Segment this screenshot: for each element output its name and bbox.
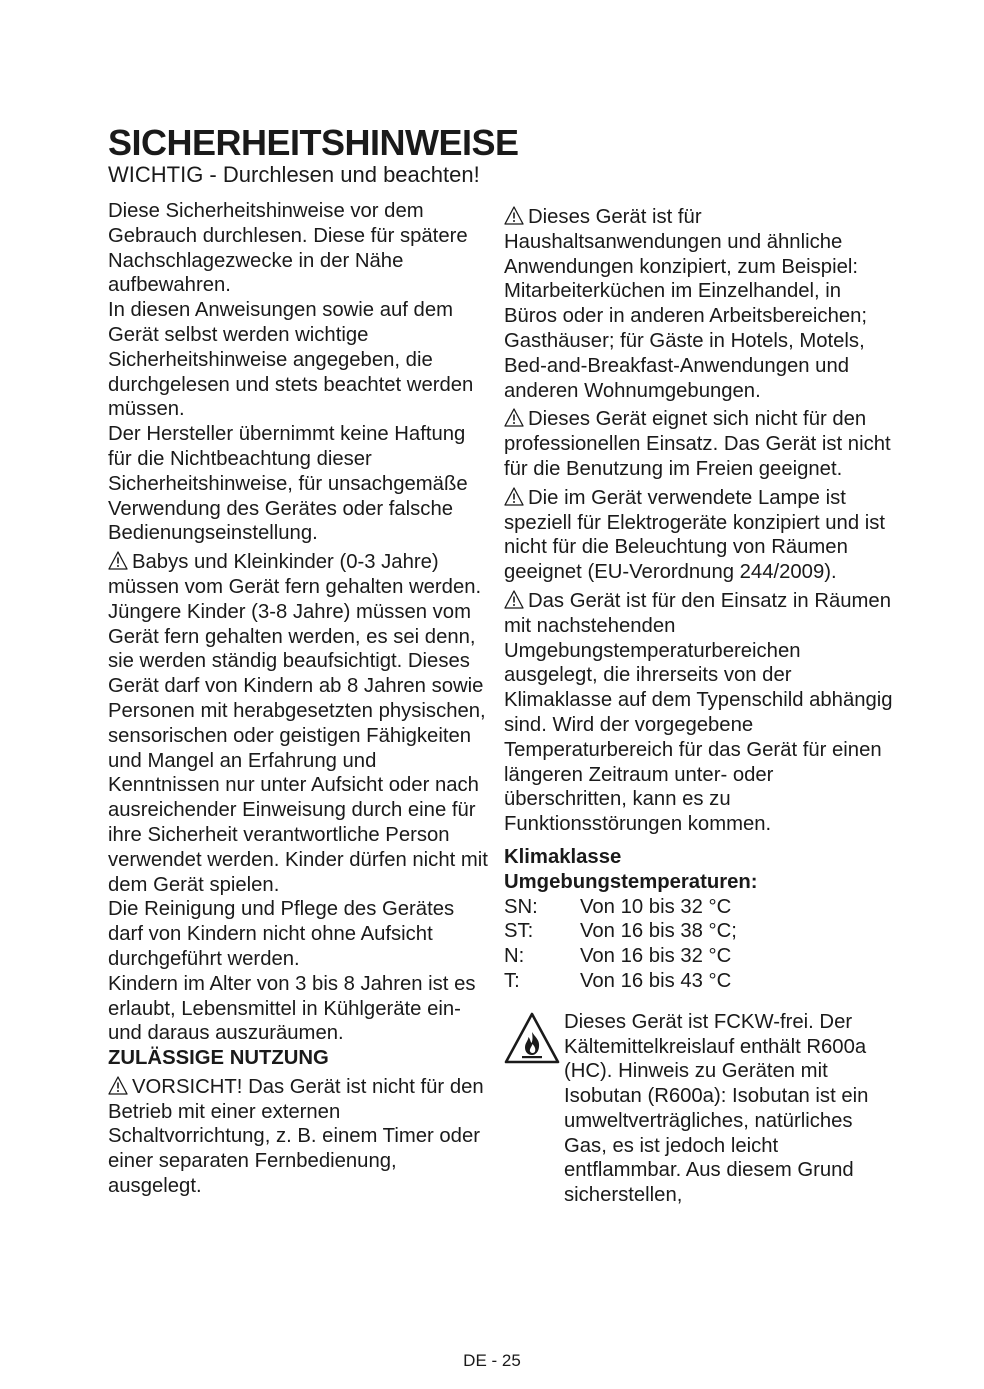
climate-range: Von 10 bis 32 °C	[580, 895, 732, 918]
climate-heading-line-1: Klimaklasse	[504, 845, 622, 868]
warning-triangle-icon	[504, 408, 524, 427]
refrigerant-warning-text: Dieses Gerät ist FCKW-frei. Der Kältemittelkreislauf enthält R600a (HC). Hinweis zu Geräten mit Isobutan (R600a): Isobutan ist ein umweltverträgliches, natürliches Gas, es ist jedoch leicht entflammbar. Aus diesem Grund sicherstellen,	[564, 1010, 869, 1207]
intro-paragraph: Diese Sicherheitshinweise vor dem Gebrauch durchlesen. Diese für spätere Nachschlagezwecke in der Nähe aufbewahren.	[108, 200, 468, 297]
climate-heading	[504, 845, 894, 895]
professional-warning-text: Dieses Gerät eignet sich nicht für den professionellen Einsatz. Das Gerät ist nicht für die Benutzung im Freien geeignet.	[504, 408, 891, 480]
right-column	[504, 205, 894, 1208]
warning-triangle-icon	[108, 1076, 128, 1095]
usage-warning	[108, 1075, 488, 1199]
climate-class: T:	[504, 969, 520, 992]
climate-table	[504, 895, 894, 994]
climate-row	[504, 919, 894, 944]
warning-triangle-icon	[504, 487, 524, 506]
refrigerant-warning	[504, 1010, 894, 1208]
instructions-paragraph: In diesen Anweisungen sowie auf dem Gerät selbst werden wichtige Sicherheitshinweise angegeben, die durchgelesen und stets beachtet werden müssen.	[108, 299, 474, 421]
left-column	[108, 199, 488, 1199]
lamp-warning	[504, 486, 894, 585]
climate-class: ST:	[504, 920, 534, 943]
warning-triangle-icon	[108, 551, 128, 570]
ambient-warning-text: Das Gerät ist für den Einsatz in Räumen mit nachstehenden Umgebungstemperaturbereichen ausgelegt, die ihrerseits von der Klimaklasse auf dem Typenschild abhängig sind. Wird der vorgegebene Temperaturbereich für das Gerät für einen längeren Zeitraum unter- oder überschritten, kann es zu Funktionsstörungen kommen.	[504, 589, 893, 836]
climate-range: Von 16 bis 32 °C	[580, 945, 732, 968]
lamp-warning-text: Die im Gerät verwendete Lampe ist speziell für Elektrogeräte konzipiert und ist nicht für die Beleuchtung von Räumen geeignet (EU-Verordnung 244/2009).	[504, 486, 886, 584]
climate-row	[504, 969, 894, 994]
flammable-warning-icon	[504, 1012, 560, 1068]
usage-heading: ZULÄSSIGE NUTZUNG	[108, 1047, 329, 1070]
climate-range: Von 16 bis 43 °C	[580, 969, 732, 992]
children-warning	[108, 550, 488, 897]
page-number: DE - 25	[463, 1351, 521, 1370]
warning-triangle-icon	[504, 206, 524, 225]
climate-row	[504, 944, 894, 969]
household-warning	[504, 205, 894, 403]
liability-paragraph: Der Hersteller übernimmt keine Haftung für die Nichtbeachtung dieser Sicherheitshinweise, für unsachgemäße Verwendung des Gerätes oder falsche Bedienungseinstellung.	[108, 423, 468, 545]
climate-range: Von 16 bis 38 °C;	[580, 920, 737, 943]
page-title: SICHERHEITSHINWEISE	[108, 122, 519, 163]
professional-warning	[504, 407, 894, 481]
household-warning-text: Dieses Gerät ist für Haushaltsanwendungen und ähnliche Anwendungen konzipiert, zum Beispiel: Mitarbeiterküchen im Einzelhandel, in Büros oder in anderen Arbeitsbereichen; Gasthäuser; für Gäste in Hotels, Motels, Bed-and-Breakfast-Anwendungen und anderen Wohnumgebungen.	[504, 206, 868, 402]
children-food-paragraph: Kindern im Alter von 3 bis 8 Jahren ist es erlaubt, Lebensmittel in Kühlgeräte ein- und daraus auszuräumen.	[108, 972, 476, 1045]
ambient-warning	[504, 589, 894, 837]
cleaning-paragraph: Die Reinigung und Pflege des Gerätes darf von Kindern nicht ohne Aufsicht durchgeführt werden.	[108, 898, 455, 970]
climate-class: N:	[504, 945, 525, 968]
climate-class: SN:	[504, 895, 538, 918]
children-warning-text: Babys und Kleinkinder (0-3 Jahre) müssen vom Gerät fern gehalten werden. Jüngere Kinder (3-8 Jahre) müssen vom Gerät fern gehalten werden, es sei denn, sie werden ständig beaufsichtigt. Dieses Gerät darf von Kindern ab 8 Jahren sowie Personen mit herabgesetzten physischen, sensorischen oder geistigen Fähigkeiten und Mangel an Erfahrung und Kenntnissen nur unter Aufsicht oder nach ausreichender Einweisung durch eine für ihre Sicherheit verantwortliche Person verwendet werden. Kinder dürfen nicht mit dem Gerät spielen.	[108, 551, 488, 896]
climate-heading-line-2: Umgebungstemperaturen:	[504, 870, 758, 893]
page-subtitle: WICHTIG - Durchlesen und beachten!	[108, 162, 480, 187]
warning-triangle-icon	[504, 590, 524, 609]
usage-warning-text: VORSICHT! Das Gerät ist nicht für den Betrieb mit einer externen Schaltvorrichtung, z. B. einem Timer oder einer separaten Fernbedienung, ausgelegt.	[108, 1075, 484, 1198]
climate-row	[504, 895, 894, 920]
